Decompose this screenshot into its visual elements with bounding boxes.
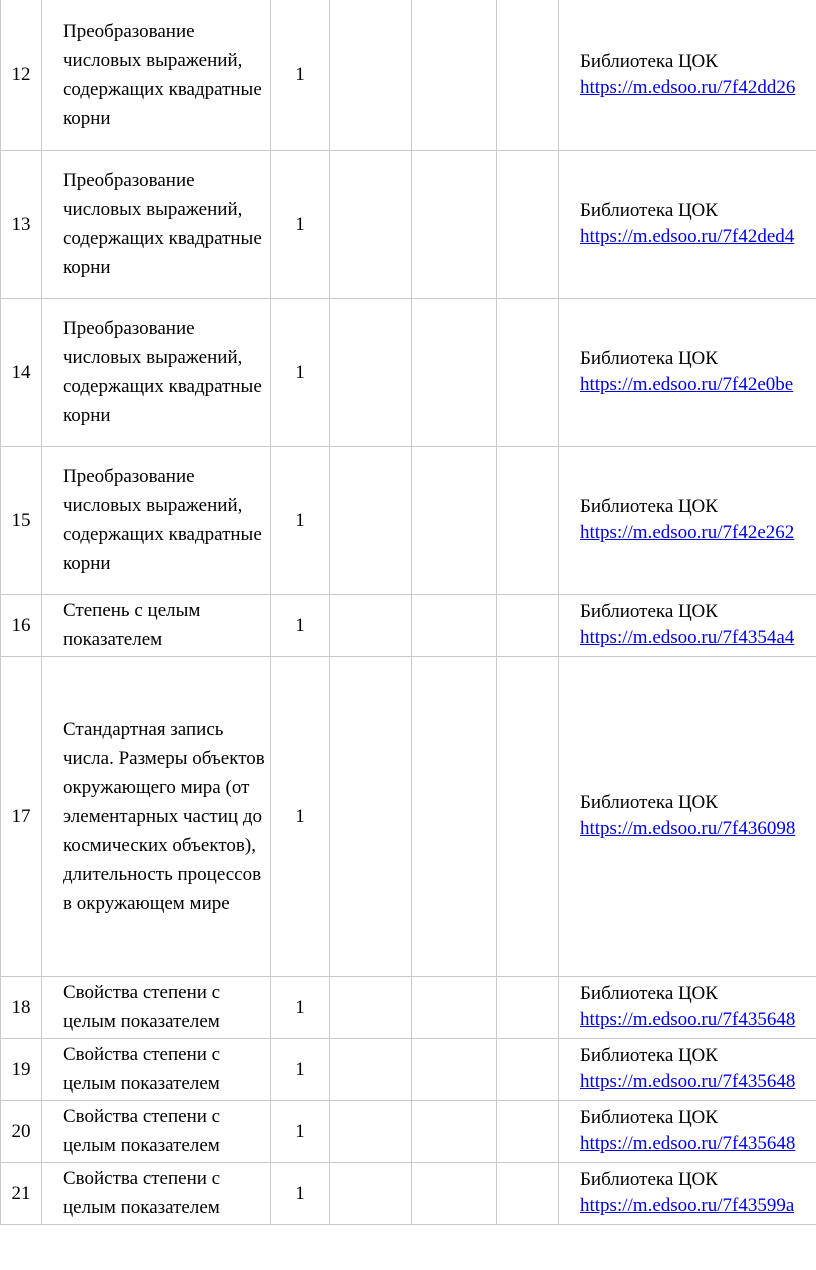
practical-works-cell — [412, 594, 497, 656]
resource-label: Библиотека ЦОК — [580, 983, 718, 1004]
table-row — [1, 150, 816, 298]
date-cell — [497, 1038, 559, 1100]
hours-count: 1 — [271, 1162, 330, 1224]
resource-link[interactable]: https://m.edsoo.ru/7f435648 — [580, 1009, 796, 1030]
control-works-cell — [330, 656, 412, 976]
table-row — [1, 1100, 816, 1162]
lesson-topic: Свойства степени с целым показателем — [42, 1100, 271, 1162]
lesson-topic: Свойства степени с целым показателем — [42, 1162, 271, 1224]
lesson-topic: Стандартная запись числа. Размеры объектов окружающего мира (от элементарных частиц до космических объектов), длительность процессов в окружающем мире — [42, 656, 271, 976]
resource-link[interactable]: https://m.edsoo.ru/7f435648 — [580, 1133, 796, 1154]
hours-count: 1 — [271, 150, 330, 298]
lesson-topic: Преобразование числовых выражений, содержащих квадратные корни — [42, 0, 271, 150]
date-cell — [497, 1162, 559, 1224]
resource-link[interactable]: https://m.edsoo.ru/7f42e0be — [580, 374, 794, 395]
hours-count: 1 — [271, 594, 330, 656]
resource-link[interactable]: https://m.edsoo.ru/7f436098 — [580, 818, 796, 839]
table-row — [1, 0, 816, 150]
resource-label: Библиотека ЦОК — [580, 1169, 718, 1190]
row-number: 17 — [1, 656, 42, 976]
practical-works-cell — [412, 0, 497, 150]
resource-link[interactable]: https://m.edsoo.ru/7f42dd26 — [580, 76, 796, 98]
resource-cell — [559, 656, 816, 976]
resource-label: Библиотека ЦОК — [580, 601, 718, 622]
date-cell — [497, 298, 559, 446]
date-cell — [497, 150, 559, 298]
resource-cell — [559, 1100, 816, 1162]
resource-label: Библиотека ЦОК — [580, 50, 718, 72]
table-row — [1, 446, 816, 594]
row-number: 18 — [1, 976, 42, 1038]
resource-cell — [559, 298, 816, 446]
date-cell — [497, 976, 559, 1038]
hours-count: 1 — [271, 656, 330, 976]
row-number: 14 — [1, 298, 42, 446]
practical-works-cell — [412, 1162, 497, 1224]
control-works-cell — [330, 0, 412, 150]
table-row — [1, 976, 816, 1038]
control-works-cell — [330, 1100, 412, 1162]
row-number: 15 — [1, 446, 42, 594]
table-row — [1, 594, 816, 656]
lesson-topic: Преобразование числовых выражений, содержащих квадратные корни — [42, 150, 271, 298]
resource-label: Библиотека ЦОК — [580, 1107, 718, 1128]
table-row — [1, 656, 816, 976]
control-works-cell — [330, 446, 412, 594]
hours-count: 1 — [271, 1100, 330, 1162]
row-number: 13 — [1, 150, 42, 298]
resource-link[interactable]: https://m.edsoo.ru/7f4354a4 — [580, 627, 795, 648]
row-number: 19 — [1, 1038, 42, 1100]
practical-works-cell — [412, 298, 497, 446]
resource-cell — [559, 0, 816, 150]
hours-count: 1 — [271, 976, 330, 1038]
date-cell — [497, 1100, 559, 1162]
resource-cell — [559, 1038, 816, 1100]
resource-cell — [559, 150, 816, 298]
control-works-cell — [330, 150, 412, 298]
hours-count: 1 — [271, 446, 330, 594]
date-cell — [497, 594, 559, 656]
practical-works-cell — [412, 446, 497, 594]
row-number: 12 — [1, 0, 42, 150]
practical-works-cell — [412, 1038, 497, 1100]
row-number: 21 — [1, 1162, 42, 1224]
control-works-cell — [330, 298, 412, 446]
table-row — [1, 298, 816, 446]
control-works-cell — [330, 594, 412, 656]
practical-works-cell — [412, 1100, 497, 1162]
practical-works-cell — [412, 656, 497, 976]
resource-link[interactable]: https://m.edsoo.ru/7f43599a — [580, 1195, 795, 1216]
control-works-cell — [330, 1162, 412, 1224]
lesson-topic: Преобразование числовых выражений, содержащих квадратные корни — [42, 298, 271, 446]
table-row — [1, 1038, 816, 1100]
resource-link[interactable]: https://m.edsoo.ru/7f42e262 — [580, 522, 795, 543]
date-cell — [497, 446, 559, 594]
resource-label: Библиотека ЦОК — [580, 792, 718, 813]
control-works-cell — [330, 976, 412, 1038]
lesson-topic: Степень с целым показателем — [42, 594, 271, 656]
lesson-topic: Свойства степени с целым показателем — [42, 1038, 271, 1100]
resource-cell — [559, 1162, 816, 1224]
date-cell — [497, 656, 559, 976]
practical-works-cell — [412, 150, 497, 298]
resource-link[interactable]: https://m.edsoo.ru/7f42ded4 — [580, 226, 795, 247]
resource-cell — [559, 594, 816, 656]
control-works-cell — [330, 1038, 412, 1100]
resource-label: Библиотека ЦОК — [580, 200, 718, 221]
row-number: 20 — [1, 1100, 42, 1162]
hours-count: 1 — [271, 0, 330, 150]
resource-cell — [559, 446, 816, 594]
resource-label: Библиотека ЦОК — [580, 1045, 718, 1066]
hours-count: 1 — [271, 1038, 330, 1100]
lesson-topic: Преобразование числовых выражений, содержащих квадратные корни — [42, 446, 271, 594]
resource-label: Библиотека ЦОК — [580, 496, 718, 517]
row-number: 16 — [1, 594, 42, 656]
resource-cell — [559, 976, 816, 1038]
lesson-topic: Свойства степени с целым показателем — [42, 976, 271, 1038]
date-cell — [497, 0, 559, 150]
table-row — [1, 1162, 816, 1224]
resource-link[interactable]: https://m.edsoo.ru/7f435648 — [580, 1071, 796, 1092]
hours-count: 1 — [271, 298, 330, 446]
resource-label: Библиотека ЦОК — [580, 348, 718, 369]
practical-works-cell — [412, 976, 497, 1038]
